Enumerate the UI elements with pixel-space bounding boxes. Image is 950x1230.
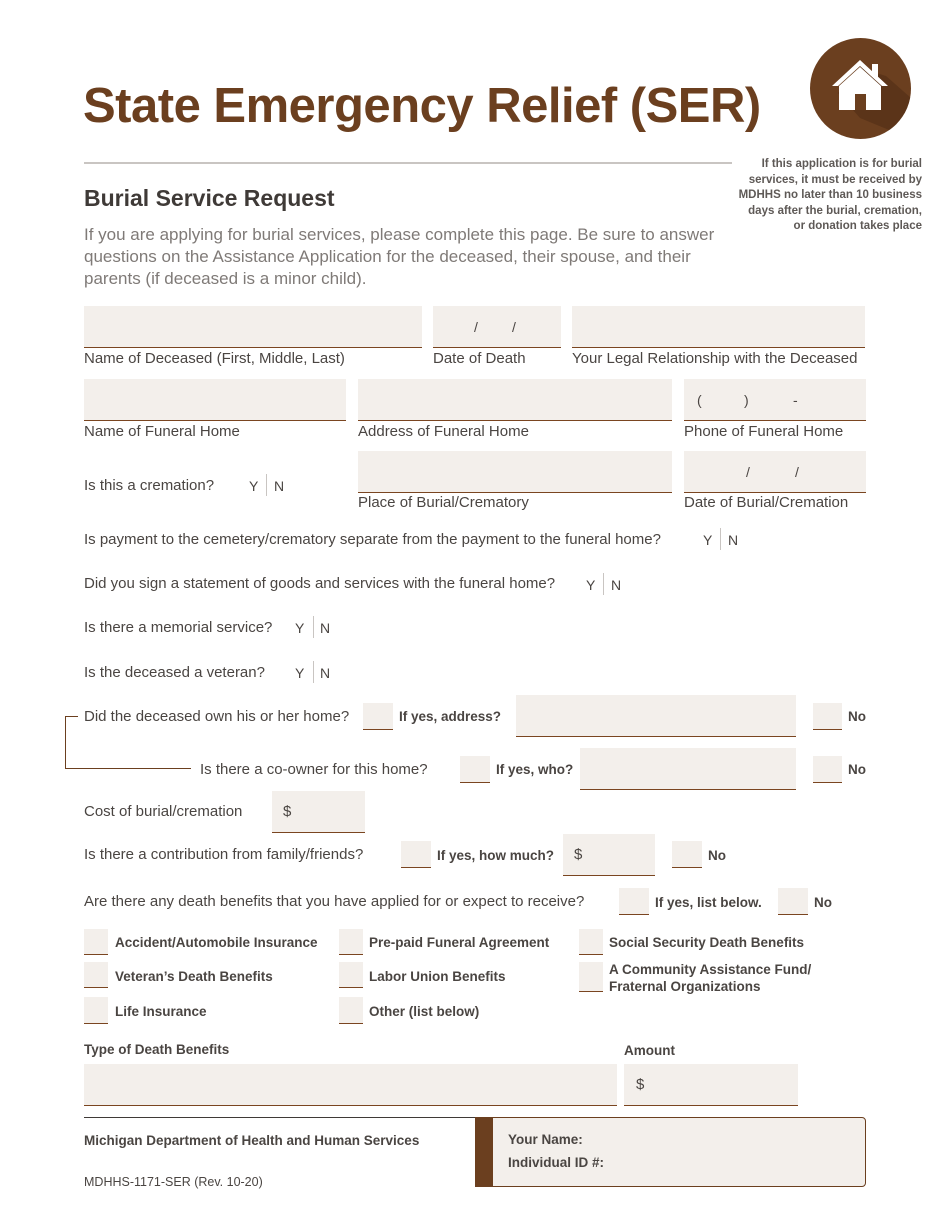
- death-benefits-no-checkbox[interactable]: [778, 888, 808, 915]
- connector-line: [65, 716, 78, 717]
- own-home-yes-checkbox[interactable]: [363, 703, 393, 730]
- date-of-death-label: Date of Death: [433, 350, 526, 367]
- yn-divider: [313, 616, 314, 638]
- title-divider: [84, 162, 732, 164]
- own-home-no-checkbox[interactable]: [813, 703, 842, 730]
- memorial-question: Is there a memorial service?: [84, 619, 273, 636]
- funeral-home-name-label: Name of Funeral Home: [84, 423, 240, 440]
- payment-separate-yes-option[interactable]: Y: [703, 532, 713, 548]
- veteran-benefits-checkbox[interactable]: [84, 962, 108, 988]
- fraternal-organizations-label: Fraternal Organizations: [609, 979, 761, 994]
- co-owner-question: Is there a co-owner for this home?: [200, 761, 428, 778]
- cremation-yes-option[interactable]: Y: [249, 478, 259, 494]
- co-owner-name-input[interactable]: [580, 748, 796, 790]
- life-insurance-checkbox[interactable]: [84, 997, 108, 1024]
- death-benefits-yes-checkbox[interactable]: [619, 888, 649, 915]
- deceased-name-input[interactable]: [84, 306, 422, 348]
- statement-yes-option[interactable]: Y: [586, 577, 596, 593]
- phone-dash: -: [793, 392, 798, 408]
- labor-union-checkbox[interactable]: [339, 962, 363, 988]
- funeral-home-phone-label: Phone of Funeral Home: [684, 423, 844, 440]
- applicant-id-box: [475, 1117, 866, 1187]
- type-of-benefits-label: Type of Death Benefits: [84, 1042, 230, 1057]
- phone-close-paren: ): [744, 392, 749, 408]
- burial-place-label: Place of Burial/Crematory: [358, 494, 529, 511]
- statement-question: Did you sign a statement of goods and services with the funeral home?: [84, 575, 556, 592]
- if-yes-who-label: If yes, who?: [496, 762, 574, 777]
- contribution-no-label: No: [708, 848, 726, 863]
- if-yes-list-label: If yes, list below.: [655, 895, 762, 910]
- cremation-no-option[interactable]: N: [274, 478, 285, 494]
- veteran-no-option[interactable]: N: [320, 665, 331, 681]
- yn-divider: [720, 528, 721, 550]
- contribution-amount-input[interactable]: [563, 834, 655, 876]
- other-benefits-label: Other (list below): [369, 1004, 480, 1019]
- yn-divider: [313, 661, 314, 683]
- date-separator: /: [512, 319, 516, 335]
- accident-insurance-checkbox[interactable]: [84, 929, 108, 955]
- burial-deadline-note: If this application is for burial services, it must be received by MDHHS no later than 10 business days after the burial, cremation, or donation takes place: [738, 158, 922, 232]
- if-yes-how-much-label: If yes, how much?: [437, 848, 555, 863]
- life-insurance-label: Life Insurance: [115, 1004, 207, 1019]
- page-title: State Emergency Relief (SER): [83, 79, 761, 133]
- currency-symbol: $: [574, 846, 583, 863]
- veteran-yes-option[interactable]: Y: [295, 665, 305, 681]
- department-name: Michigan Department of Health and Human Services: [84, 1133, 420, 1148]
- yn-divider: [266, 474, 267, 496]
- burial-place-input[interactable]: [358, 451, 672, 493]
- burial-date-label: Date of Burial/Cremation: [684, 494, 849, 511]
- your-name-label: Your Name:: [508, 1132, 583, 1147]
- prepaid-funeral-checkbox[interactable]: [339, 929, 363, 955]
- accident-insurance-label: Accident/Automobile Insurance: [115, 935, 318, 950]
- co-owner-no-checkbox[interactable]: [813, 756, 842, 783]
- community-fund-checkbox[interactable]: [579, 962, 603, 992]
- contribution-yes-checkbox[interactable]: [401, 841, 431, 868]
- payment-separate-no-option[interactable]: N: [728, 532, 739, 548]
- relationship-input[interactable]: [572, 306, 865, 348]
- prepaid-funeral-label: Pre-paid Funeral Agreement: [369, 935, 550, 950]
- social-security-label: Social Security Death Benefits: [609, 935, 805, 950]
- house-logo: [810, 38, 911, 139]
- section-title: Burial Service Request: [84, 185, 335, 211]
- form-id: MDHHS-1171-SER (Rev. 10-20): [84, 1175, 263, 1189]
- funeral-home-address-label: Address of Funeral Home: [358, 423, 529, 440]
- community-fund-label: A Community Assistance Fund/: [609, 962, 812, 977]
- individual-id-label: Individual ID #:: [508, 1155, 605, 1170]
- deceased-name-label: Name of Deceased (First, Middle, Last): [84, 350, 345, 367]
- funeral-home-phone-input[interactable]: [684, 379, 866, 421]
- payment-separate-question: Is payment to the cemetery/crematory separate from the payment to the funeral home?: [84, 531, 661, 548]
- date-separator: /: [474, 319, 478, 335]
- type-of-benefits-input[interactable]: [84, 1064, 617, 1106]
- currency-symbol: $: [283, 803, 292, 820]
- funeral-home-name-input[interactable]: [84, 379, 346, 421]
- own-home-question: Did the deceased own his or her home?: [84, 708, 350, 725]
- if-yes-address-label: If yes, address?: [399, 709, 502, 724]
- cost-question: Cost of burial/cremation: [84, 803, 243, 820]
- co-owner-no-label: No: [848, 762, 866, 777]
- yn-divider: [603, 573, 604, 595]
- date-separator: /: [746, 464, 750, 480]
- death-benefits-no-label: No: [814, 895, 832, 910]
- phone-open-paren: (: [697, 392, 702, 408]
- own-home-no-label: No: [848, 709, 866, 724]
- house-icon: [810, 38, 911, 139]
- labor-union-label: Labor Union Benefits: [369, 969, 506, 984]
- home-address-input[interactable]: [516, 695, 796, 737]
- veteran-benefits-label: Veteran’s Death Benefits: [115, 969, 273, 984]
- memorial-no-option[interactable]: N: [320, 620, 331, 636]
- cremation-question: Is this a cremation?: [84, 477, 215, 494]
- footer-divider: [84, 1117, 476, 1118]
- social-security-checkbox[interactable]: [579, 929, 603, 955]
- veteran-question: Is the deceased a veteran?: [84, 664, 265, 681]
- cost-input[interactable]: [272, 791, 365, 833]
- statement-no-option[interactable]: N: [611, 577, 622, 593]
- contribution-question: Is there a contribution from family/friends?: [84, 846, 364, 863]
- co-owner-yes-checkbox[interactable]: [460, 756, 490, 783]
- connector-line: [65, 768, 191, 769]
- burial-date-input[interactable]: [684, 451, 866, 493]
- currency-symbol: $: [636, 1076, 645, 1093]
- death-benefits-question: Are there any death benefits that you have applied for or expect to receive?: [84, 893, 585, 910]
- amount-label: Amount: [624, 1043, 675, 1058]
- date-of-death-input[interactable]: [433, 306, 561, 348]
- other-benefits-checkbox[interactable]: [339, 997, 363, 1024]
- section-intro: If you are applying for burial services, please complete this page. Be sure to answer questions on the Assistance Application for the deceased, their spouse, and their parents (if deceased is a minor child).: [84, 225, 715, 288]
- date-separator: /: [795, 464, 799, 480]
- memorial-yes-option[interactable]: Y: [295, 620, 305, 636]
- connector-line: [65, 716, 66, 769]
- amount-input[interactable]: [624, 1064, 798, 1106]
- relationship-label: Your Legal Relationship with the Deceased: [572, 350, 858, 367]
- funeral-home-address-input[interactable]: [358, 379, 672, 421]
- contribution-no-checkbox[interactable]: [672, 841, 702, 868]
